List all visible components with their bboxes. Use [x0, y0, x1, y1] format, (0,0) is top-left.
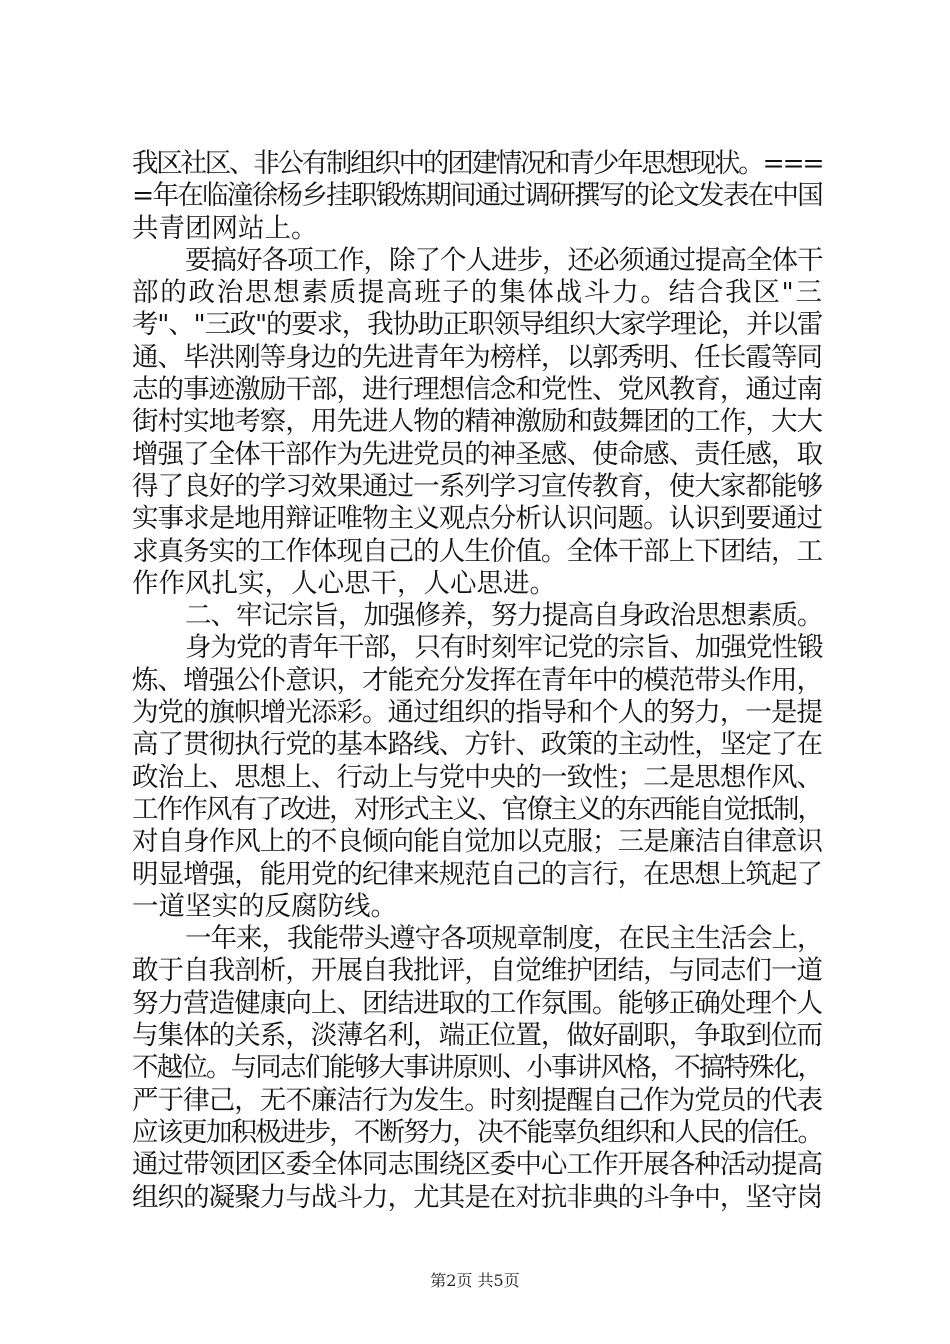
text-line: 增强了全体干部作为先进党员的神圣感、使命感、责任感，取 — [132, 438, 822, 470]
text-line: 部的政治思想素质提高班子的集体战斗力。结合我区"三 — [132, 277, 822, 309]
text-line: 通、毕洪刚等身边的先进青年为榜样，以郭秀明、任长霞等同 — [132, 341, 822, 373]
text-line: 严于律己，无不廉洁行为发生。时刻提醒自己作为党员的代表 — [132, 1084, 822, 1116]
text-line: 敢于自我剖析，开展自我批评，自觉维护团结，与同志们一道 — [132, 955, 822, 987]
paragraph-start-line: 一年来，我能带头遵守各项规章制度，在民主生活会上， — [185, 923, 823, 955]
text-line: 高了贯彻执行党的基本路线、方针、政策的主动性，坚定了在 — [132, 729, 822, 761]
text-line: 求真务实的工作体现自己的人生价值。全体干部上下团结，工 — [132, 535, 822, 567]
text-line: 工作作风有了改进，对形式主义、官僚主义的东西能自觉抵制， — [132, 793, 822, 825]
page-indicator: 第2页 共5页 — [430, 1271, 520, 1290]
text-line: 对自身作风上的不良倾向能自觉加以克服；三是廉洁自律意识 — [132, 826, 822, 858]
text-line: 炼、增强公仆意识，才能充分发挥在青年中的模范带头作用， — [132, 664, 822, 696]
text-line: 实事求是地用辩证唯物主义观点分析认识问题。认识到要通过 — [132, 503, 822, 535]
text-line: =年在临潼徐杨乡挂职锻炼期间通过调研撰写的论文发表在中国 — [132, 180, 822, 212]
text-line: 共青团网站上。 — [132, 212, 318, 244]
text-line: 街村实地考察，用先进人物的精神激励和鼓舞团的工作，大大 — [132, 406, 822, 438]
text-line: 应该更加积极进步，不断努力，决不能辜负组织和人民的信任。 — [132, 1116, 822, 1148]
text-line: 志的事迹激励干部，进行理想信念和党性、党风教育，通过南 — [132, 374, 822, 406]
text-line: 通过带领团区委全体同志围绕区委中心工作开展各种活动提高 — [132, 1149, 822, 1181]
paragraph-start-line: 要搞好各项工作，除了个人进步，还必须通过提高全体干 — [185, 244, 823, 276]
section-heading: 二、牢记宗旨，加强修养，努力提高自身政治思想素质。 — [185, 600, 823, 632]
text-line: 明显增强，能用党的纪律来规范自己的言行，在思想上筑起了 — [132, 858, 822, 890]
document-body — [132, 148, 822, 1214]
text-line: 得了良好的学习效果通过一系列学习宣传教育，使大家都能够 — [132, 470, 822, 502]
page-footer — [0, 1271, 950, 1291]
text-line: 努力营造健康向上、团结进取的工作氛围。能够正确处理个人 — [132, 987, 822, 1019]
text-line: 组织的凝聚力与战斗力，尤其是在对抗非典的斗争中，坚守岗 — [132, 1181, 822, 1213]
text-line: 与集体的关系，淡薄名利，端正位置，做好副职，争取到位而 — [132, 1020, 822, 1052]
text-line: 一道坚实的反腐防线。 — [132, 890, 397, 922]
text-line: 政治上、思想上、行动上与党中央的一致性；二是思想作风、 — [132, 761, 822, 793]
text-line: 为党的旗帜增光添彩。通过组织的指导和个人的努力，一是提 — [132, 697, 822, 729]
text-line: 不越位。与同志们能够大事讲原则、小事讲风格，不搞特殊化， — [132, 1052, 822, 1084]
text-line: 考"、"三政"的要求，我协助正职领导组织大家学理论，并以雷 — [132, 309, 822, 341]
paragraph-start-line: 身为党的青年干部，只有时刻牢记党的宗旨、加强党性锻 — [185, 632, 823, 664]
text-line: 我区社区、非公有制组织中的团建情况和青少年思想现状。=== — [132, 148, 823, 179]
text-line: 作作风扎实，人心思干，人心思进。 — [132, 567, 556, 599]
